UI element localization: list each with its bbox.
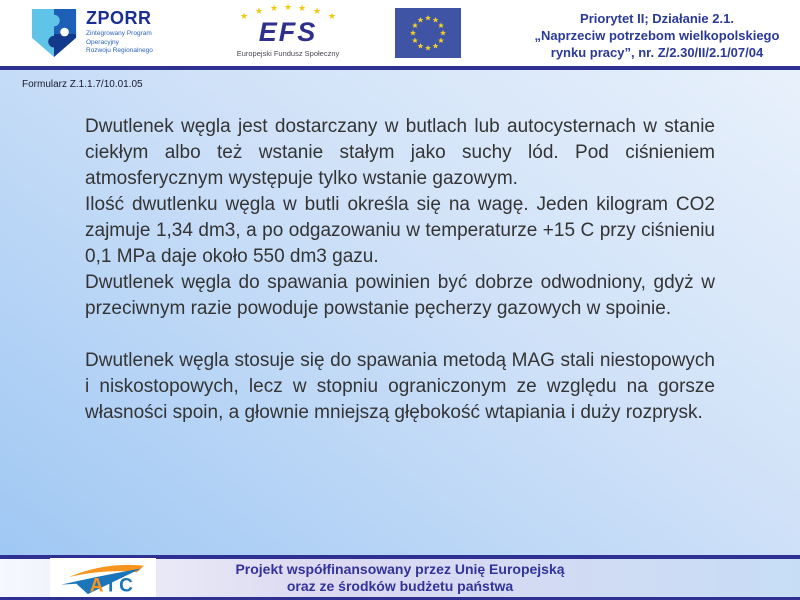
header-divider-line [0,66,800,70]
paragraph: Dwutlenek węgla jest dostarczany w butlach lub autocysternach w stanie ciekłym albo też wstanie stałym jako suchy lód. Pod ciśnieniem atmosferycznym występuje tylko wstanie gazowym. [85,116,715,189]
priority-text-block [518,10,796,61]
slide-body-text [85,114,715,426]
zporr-tagline-line: Zintegrowany Program [86,30,152,37]
atc-letter-c: C [119,575,133,597]
priority-line-3: rynku pracy”, nr. Z/2.30/II/2.1/07/04 [550,45,764,60]
form-number-label: Formularz Z.1.1.7/10.01.05 [22,79,143,90]
header-bar [0,0,800,67]
footer-cofinancing-text [0,561,800,595]
priority-line-1: Priorytet II; Działanie 2.1. [580,11,734,26]
priority-line-2: „Naprzeciw potrzebom wielkopolskiego [534,28,780,43]
zporr-tagline-line: Rozwoju Regionalnego [86,47,153,54]
paragraph: Dwutlenek węgla stosuje się do spawania metodą MAG stali niestopowych i niskostopowych, lecz w stopniu ograniczonym ze względu na gorsze własności spoin, a głownie mniejszą głębokość wtapiania i duży rozprysk. [85,350,715,423]
zporr-logo [30,7,153,64]
atc-letter-t: T [104,575,117,597]
efs-logo [228,3,348,58]
efs-acronym: EFS [258,17,318,47]
paragraph: Dwutlenek węgla do spawania powinien być dobrze odwodniony, gdyż w przeciwnym razie powoduje powstanie pęcherzy gazowych w spoinie. [85,272,715,319]
zporr-tagline-line: Operacyjny [86,38,119,46]
efs-caption: Europejski Fundusz Społeczny [236,49,340,58]
paragraph: Ilość dwutlenku węgla w butli określa się na wagę. Jeden kilogram CO2 zajmuje 1,34 dm3, a po odgazowaniu w temperaturze +15 C przy ciśnieniu 0,1 MPa daje około 550 dm3 gazu. [85,194,715,267]
footer-line-1: Projekt współfinansowany przez Unię Europejską [235,561,565,577]
efs-stars-arc-icon: ★ ★ ★ ★ ★ ★ ★ [240,2,337,21]
footer-line-2: oraz ze środków budżetu państwa [286,578,514,594]
eu-flag-icon [395,8,461,63]
zporr-puzzle-shield-icon [30,7,78,64]
atc-letter-a: A [89,575,104,597]
zporr-title: ZPORR [86,8,152,28]
